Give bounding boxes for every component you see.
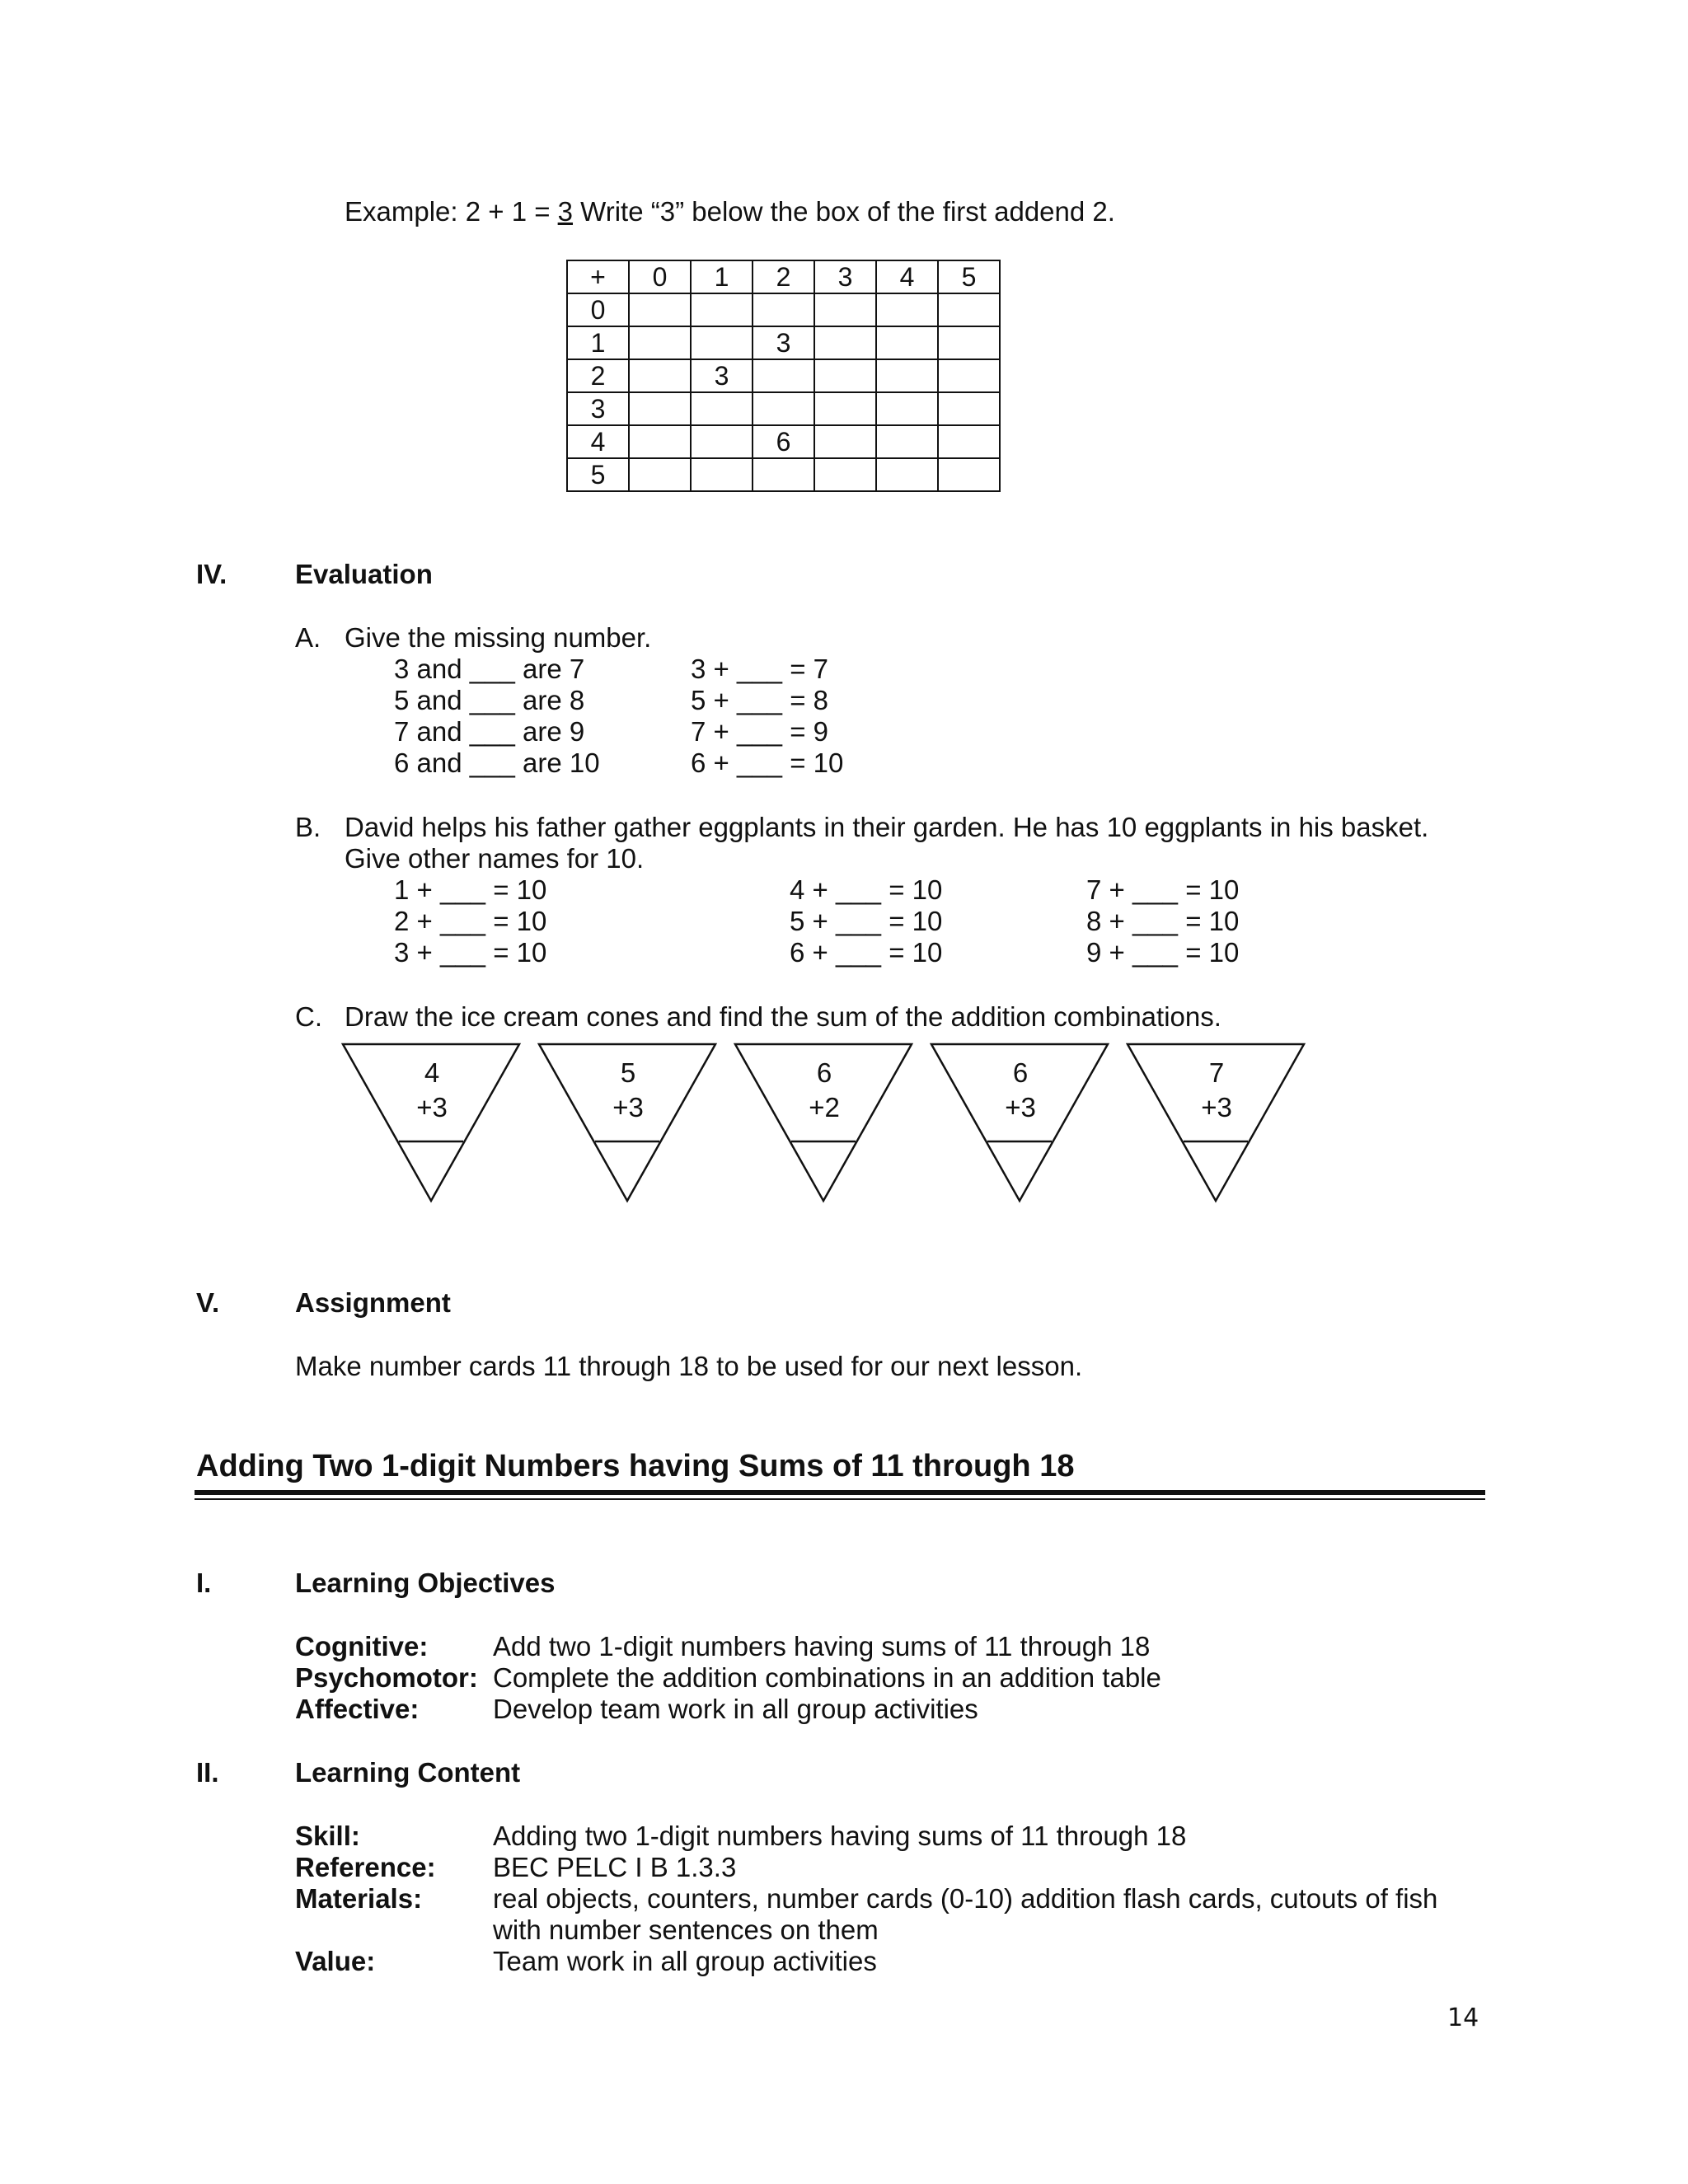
table-cell (629, 326, 691, 359)
table-header-cell: 2 (753, 260, 814, 293)
ice-cream-cone (930, 1043, 1111, 1207)
table-cell (691, 425, 753, 458)
table-row-header-cell: 2 (567, 359, 629, 392)
title-rule (195, 1490, 1485, 1495)
section-numeral-iv: IV. (196, 559, 227, 589)
table-cell: 3 (753, 326, 814, 359)
table-row (567, 425, 1000, 458)
content-value-materials-2: with number sentences on them (493, 1915, 879, 1945)
table-cell (876, 326, 938, 359)
table-row-header-cell: 1 (567, 326, 629, 359)
table-row-header-cell: 3 (567, 392, 629, 425)
part-a-left-2: 7 and ___ are 9 (394, 716, 585, 747)
table-cell (753, 293, 814, 326)
content-value-value: Team work in all group activities (493, 1946, 877, 1976)
table-cell: 6 (753, 425, 814, 458)
ice-cream-cones (341, 1043, 1314, 1207)
ice-cream-cone (1126, 1043, 1307, 1207)
table-cell (691, 293, 753, 326)
content-value-skill: Adding two 1-digit numbers having sums of 11 through 18 (493, 1821, 1187, 1851)
table-cell (814, 392, 876, 425)
table-cell (814, 458, 876, 491)
table-row (567, 458, 1000, 491)
part-b-line2: Give other names for 10. (345, 843, 645, 874)
table-cell (753, 392, 814, 425)
table-header-cell: 3 (814, 260, 876, 293)
assignment-heading: Assignment (295, 1287, 451, 1318)
table-header-row (567, 260, 1000, 293)
content-label-value: Value: (295, 1946, 376, 1976)
objective-value-affective: Develop team work in all group activities (493, 1694, 978, 1724)
assignment-text: Make number cards 11 through 18 to be used for our next lesson. (295, 1351, 1083, 1381)
cone-addend: +3 (416, 1092, 448, 1122)
table-cell (629, 425, 691, 458)
part-a-right-1: 5 + ___ = 8 (691, 685, 828, 715)
table-row (567, 359, 1000, 392)
part-a-label: A. (295, 622, 321, 653)
table-cell (691, 458, 753, 491)
objectives-heading: Learning Objectives (295, 1568, 556, 1598)
table-cell (814, 425, 876, 458)
cone-addend: +3 (1201, 1092, 1232, 1122)
part-b-col2-2: 6 + ___ = 10 (790, 937, 943, 968)
table-cell (629, 458, 691, 491)
part-a-right-2: 7 + ___ = 9 (691, 716, 828, 747)
part-b-col3-0: 7 + ___ = 10 (1086, 874, 1240, 905)
table-cell (938, 326, 1000, 359)
content-label-materials: Materials: (295, 1883, 423, 1914)
table-cell (814, 359, 876, 392)
table-row-header-cell: 0 (567, 293, 629, 326)
lesson-title: Adding Two 1-digit Numbers having Sums of 11 through 18 (196, 1449, 1075, 1483)
objective-label-affective: Affective: (295, 1694, 420, 1724)
cone-top-number: 6 (1012, 1057, 1029, 1088)
part-b-col3-2: 9 + ___ = 10 (1086, 937, 1240, 968)
table-cell (938, 458, 1000, 491)
table-cell (629, 359, 691, 392)
table-header-cell: 0 (629, 260, 691, 293)
table-cell (876, 392, 938, 425)
table-header-cell: + (567, 260, 629, 293)
ice-cream-cone (341, 1043, 523, 1207)
objective-value-psychomotor: Complete the addition combinations in an addition table (493, 1662, 1161, 1693)
part-b-col1-0: 1 + ___ = 10 (394, 874, 547, 905)
table-cell (938, 425, 1000, 458)
table-cell (691, 326, 753, 359)
ice-cream-cone (734, 1043, 915, 1207)
title-rule-thin (195, 1498, 1485, 1500)
part-a-left-3: 6 and ___ are 10 (394, 748, 600, 778)
table-row-header-cell: 5 (567, 458, 629, 491)
table-header-cell: 4 (876, 260, 938, 293)
evaluation-heading: Evaluation (295, 559, 433, 589)
table-cell (753, 458, 814, 491)
table-cell (876, 359, 938, 392)
table-row (567, 293, 1000, 326)
part-b-line1: David helps his father gather eggplants in their garden. He has 10 eggplants in his basket. (345, 812, 1429, 842)
part-c-instruction: Draw the ice cream cones and find the sum of the addition combinations. (345, 1001, 1221, 1032)
table-header-cell: 5 (938, 260, 1000, 293)
section-numeral-v: V. (196, 1287, 220, 1318)
example-answer: 3 (557, 196, 574, 227)
section-numeral-ii: II. (196, 1757, 219, 1788)
table-cell (938, 392, 1000, 425)
part-b-col2-1: 5 + ___ = 10 (790, 906, 943, 936)
table-cell (876, 293, 938, 326)
table-cell (753, 359, 814, 392)
cone-addend: +2 (809, 1092, 840, 1122)
table-cell: 3 (691, 359, 753, 392)
part-a-left-1: 5 and ___ are 8 (394, 685, 585, 715)
table-cell (938, 359, 1000, 392)
objective-label-cognitive: Cognitive: (295, 1631, 429, 1661)
table-header-cell: 1 (691, 260, 753, 293)
table-row-header-cell: 4 (567, 425, 629, 458)
table-cell (876, 458, 938, 491)
table-cell (938, 293, 1000, 326)
part-b-col3-1: 8 + ___ = 10 (1086, 906, 1240, 936)
cone-top-number: 5 (620, 1057, 636, 1088)
cone-addend: +3 (1005, 1092, 1036, 1122)
cone-addend: +3 (612, 1092, 644, 1122)
content-heading: Learning Content (295, 1757, 521, 1788)
example-text: Example: 2 + 1 = 3 Write “3” below the box of the first addend 2. (345, 196, 1115, 227)
table-cell (629, 392, 691, 425)
table-cell (876, 425, 938, 458)
content-value-materials-1: real objects, counters, number cards (0-10) addition flash cards, cutouts of fish (493, 1883, 1438, 1914)
table-row (567, 392, 1000, 425)
addition-table (566, 260, 1001, 492)
content-value-reference: BEC PELC I B 1.3.3 (493, 1852, 737, 1882)
part-a-instruction: Give the missing number. (345, 622, 652, 653)
part-c-label: C. (295, 1001, 322, 1032)
part-b-col1-2: 3 + ___ = 10 (394, 937, 547, 968)
part-a-right-0: 3 + ___ = 7 (691, 654, 828, 684)
table-cell (691, 392, 753, 425)
table-row (567, 326, 1000, 359)
table-cell (814, 326, 876, 359)
objective-label-psychomotor: Psychomotor: (295, 1662, 478, 1693)
part-b-col2-0: 4 + ___ = 10 (790, 874, 943, 905)
table-cell (629, 293, 691, 326)
content-label-reference: Reference: (295, 1852, 436, 1882)
part-a-right-3: 6 + ___ = 10 (691, 748, 844, 778)
cone-top-number: 4 (424, 1057, 440, 1088)
table-cell (814, 293, 876, 326)
part-a-left-0: 3 and ___ are 7 (394, 654, 585, 684)
part-b-col1-1: 2 + ___ = 10 (394, 906, 547, 936)
page-number: 14 (1447, 2004, 1479, 2032)
objective-value-cognitive: Add two 1-digit numbers having sums of 11 through 18 (493, 1631, 1151, 1661)
ice-cream-cone (537, 1043, 719, 1207)
cone-top-number: 7 (1208, 1057, 1225, 1088)
cone-top-number: 6 (816, 1057, 832, 1088)
section-numeral-i: I. (196, 1568, 212, 1598)
content-label-skill: Skill: (295, 1821, 360, 1851)
part-b-label: B. (295, 812, 321, 842)
